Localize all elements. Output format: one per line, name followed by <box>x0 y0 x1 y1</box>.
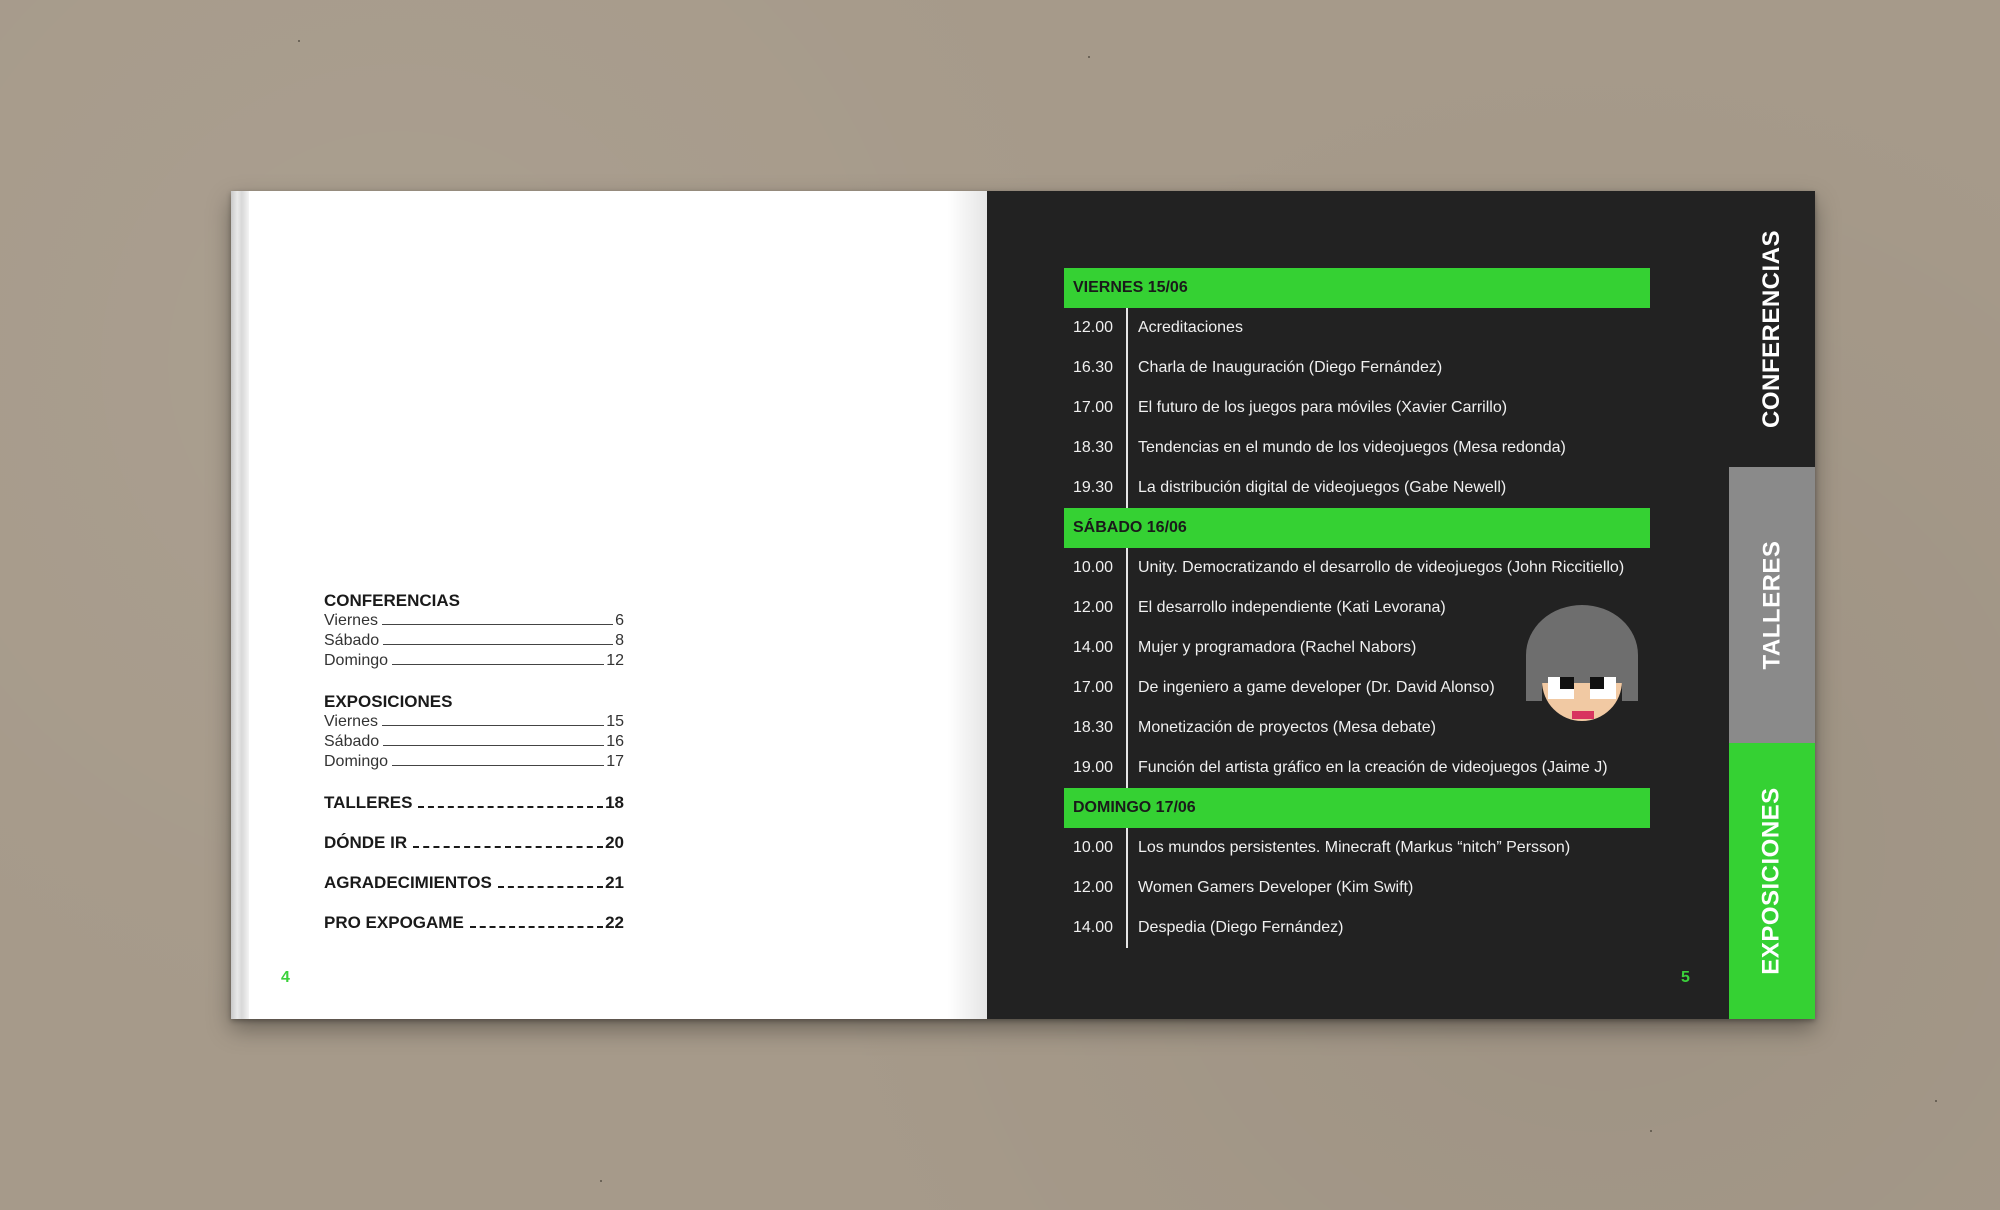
toc-exposiciones <box>324 692 624 772</box>
day-header-domingo: DOMINGO 17/06 <box>1064 788 1650 828</box>
event-list <box>1064 308 1650 508</box>
event-row: 19.00 Función del artista gráfico en la creación de videojuegos (Jaime J) <box>1073 759 1608 776</box>
tab-conferencias[interactable]: CONFERENCIAS <box>1729 191 1815 467</box>
event-row: 16.30 Charla de Inauguración (Diego Fernández) <box>1073 359 1443 376</box>
event-row: 12.00 Women Gamers Developer (Kim Swift) <box>1073 879 1414 896</box>
event-row: 14.00 Mujer y programadora (Rachel Nabors) <box>1073 639 1417 656</box>
event-row: 18.30 Tendencias en el mundo de los videojuegos (Mesa redonda) <box>1073 439 1566 456</box>
left-page <box>231 191 987 1019</box>
pixel-character-icon <box>1526 605 1638 733</box>
toc-section-title: CONFERENCIAS <box>324 591 461 610</box>
right-page <box>987 191 1815 1019</box>
toc-entry: Sábado 16 <box>324 733 624 750</box>
event-row: 19.30 La distribución digital de videojuegos (Gabe Newell) <box>1073 479 1507 496</box>
open-booklet <box>231 191 1815 1019</box>
section-tabs <box>1729 191 1815 1019</box>
event-row: 12.00 Acreditaciones <box>1073 319 1243 336</box>
day-header-viernes: VIERNES 15/06 <box>1064 268 1650 308</box>
tab-exposiciones[interactable]: EXPOSICIONES <box>1729 743 1815 1019</box>
toc-line: DÓNDE IR 20 <box>324 833 624 852</box>
event-row: 17.00 De ingeniero a game developer (Dr. David Alonso) <box>1073 679 1495 696</box>
page-number-left: 4 <box>281 969 290 986</box>
toc-entry: Domingo 17 <box>324 753 624 770</box>
toc-conferencias <box>324 591 624 671</box>
toc-entry: Viernes 15 <box>324 713 624 730</box>
event-row: 17.00 El futuro de los juegos para móviles (Xavier Carrillo) <box>1073 399 1508 416</box>
day-header-sabado: SÁBADO 16/06 <box>1064 508 1650 548</box>
event-row: 18.30 Monetización de proyectos (Mesa debate) <box>1073 719 1436 736</box>
toc-entry: Domingo 12 <box>324 652 624 669</box>
toc-line: TALLERES 18 <box>324 793 624 812</box>
event-row: 10.00 Los mundos persistentes. Minecraft (Markus “nitch” Persson) <box>1073 839 1571 856</box>
table-of-contents <box>324 591 624 953</box>
toc-line: PRO EXPOGAME 22 <box>324 913 624 932</box>
event-row: 12.00 El desarrollo independiente (Kati Levorana) <box>1073 599 1446 616</box>
toc-entry: Viernes 6 <box>324 612 624 629</box>
toc-line: AGRADECIMIENTOS 21 <box>324 873 624 892</box>
toc-entry: Sábado 8 <box>324 632 624 649</box>
event-row: 14.00 Despedia (Diego Fernández) <box>1073 919 1344 936</box>
toc-section-title: EXPOSICIONES <box>324 692 453 711</box>
event-row: 10.00 Unity. Democratizando el desarrollo de videojuegos (John Riccitiello) <box>1073 559 1625 576</box>
page-edge <box>231 191 249 1019</box>
event-list <box>1064 828 1650 948</box>
gutter-shadow <box>947 191 987 1019</box>
tab-talleres[interactable]: TALLERES <box>1729 467 1815 743</box>
page-number-right: 5 <box>1681 969 1690 986</box>
